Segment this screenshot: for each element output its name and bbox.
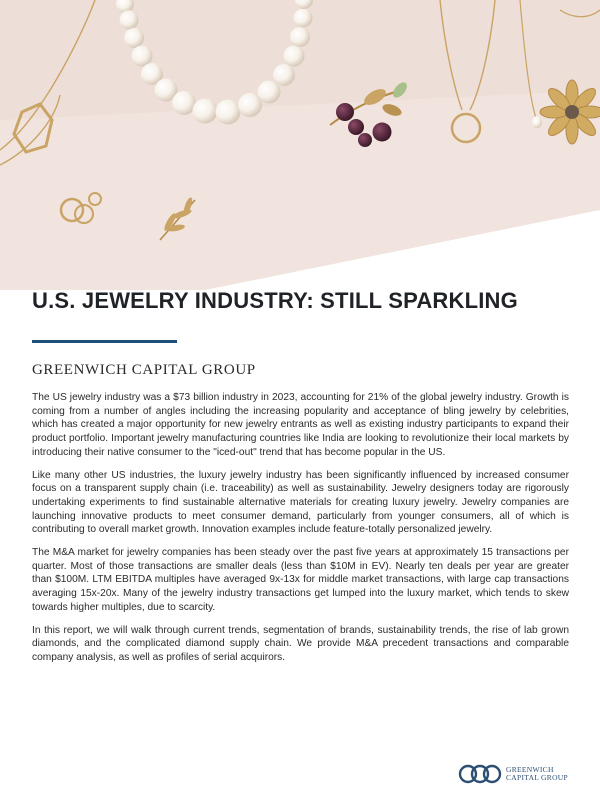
flower-brooch — [540, 80, 600, 144]
logo-line-2: CAPITAL GROUP — [506, 773, 568, 782]
page-title: U.S. JEWELRY INDUSTRY: STILL SPARKLING — [32, 288, 518, 313]
hero-jewelry-photo — [0, 0, 600, 290]
footer-logo — [458, 760, 578, 788]
pearl-drop — [532, 116, 542, 128]
paragraph: Like many other US industries, the luxury jewelry industry has been significantly influenced by increased consumer focus on a transparent supply chain (i.e. traceability) as well as sustainability. Jewelry designers today are rigorously undertaking experiments to find sustainable alternative materials for creating luxury jewelry. Jewelry companies are launching innovative products to meet consumer demand, particularly from younger consumers, all of which is contributing to overall market growth. Innovation examples include feature-totally personalized jewelry. — [32, 469, 569, 536]
company-name: GREENWICH CAPITAL GROUP — [32, 362, 256, 378]
paragraph: In this report, we will walk through current trends, segmentation of brands, sustainability trends, the rise of lab grown diamonds, and the complicated diamond supply chain. We provide M&A precedent transactions and comparable company analysis, as well as profiles of serial acquirors. — [32, 624, 569, 663]
paragraph: The US jewelry industry was a $73 billion industry in 2023, accounting for 21% of the global jewelry industry. Growth is coming from a number of angles including the increasing popularity and acceptance of bling jewelry by celebrities, which has created a major opportunity for new jewelry entrants as well as existing industry participants to expand their product portfolio. Important jewelry manufacturing countries like India are looking to revolutionize their local markets by introducing their native consumer to the "iced-out" trend that has become popular in the US. — [32, 392, 569, 458]
logo-line-1: GREENWICH — [506, 764, 554, 774]
logo-wordmark — [506, 766, 568, 783]
greenwich-logo-icon — [458, 762, 502, 786]
paragraph: The M&A market for jewelry companies has been steady over the past five years at approximately 15 transactions per quarter. Most of those transactions are smaller deals (less than $10M in EV). Nearly ten deals per year are greater than $100M. LTM EBITDA multiples have averaged 9x-13x for middle market transactions, with large cap transactions averaging 15x-20x. Many of the jewelry industry transactions get lumped into the luxury market, which tends to skew towards higher multiples, due to scarcity. — [32, 547, 569, 613]
title-underline — [32, 340, 177, 343]
report-body — [32, 391, 569, 674]
